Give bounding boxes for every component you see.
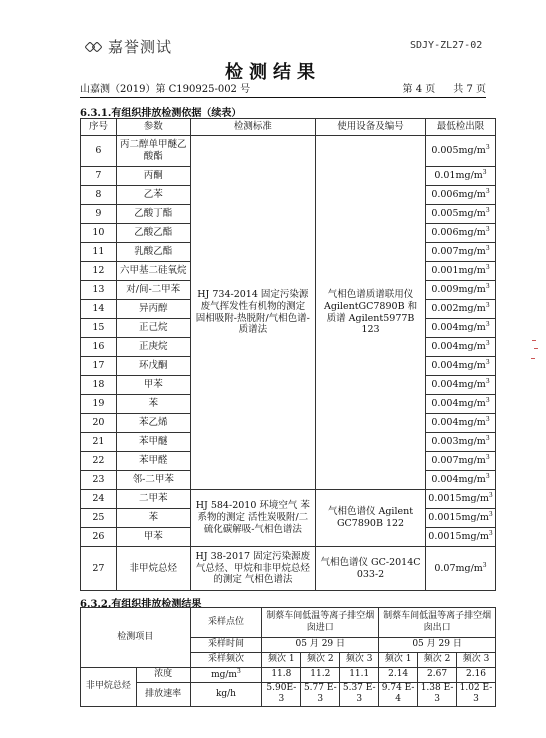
- unit-superscript: 3: [485, 302, 490, 310]
- value-cell: 5.90E-3: [262, 683, 301, 707]
- unit-superscript: 3: [482, 169, 487, 177]
- row-number: 25: [81, 509, 117, 528]
- column-header: 序号: [81, 119, 117, 136]
- detection-basis-table: [80, 118, 496, 591]
- time-label: 采样时间: [190, 638, 262, 653]
- limit-text: 0.004mg/m: [431, 341, 486, 353]
- value-cell: 9.74 E-4: [379, 683, 418, 707]
- param-name: 苯甲醛: [116, 452, 190, 471]
- row-number: 17: [81, 357, 117, 376]
- limit-text: 0.004mg/m: [431, 417, 486, 429]
- param-name: 甲苯: [116, 376, 190, 395]
- rate-label: 排放速率: [136, 683, 190, 707]
- limit-text: 0.001mg/m: [431, 265, 486, 277]
- limit-text: 0.004mg/m: [431, 398, 486, 410]
- page-number: 第 4 页: [402, 84, 436, 95]
- detection-limit: [425, 395, 495, 414]
- limit-text: 0.009mg/m: [431, 284, 486, 296]
- unit-superscript: 3: [236, 668, 241, 676]
- conc-unit: [190, 668, 262, 683]
- item-label: 检测项目: [81, 608, 191, 668]
- limit-text: 0.004mg/m: [431, 474, 486, 486]
- page-total: 共 7 页: [453, 84, 486, 95]
- row-number: 18: [81, 376, 117, 395]
- value-cell: 5.77 E-3: [301, 683, 340, 707]
- row-number: 15: [81, 319, 117, 338]
- unit-superscript: 3: [485, 264, 490, 272]
- param-name: 苯甲醚: [116, 433, 190, 452]
- row-number: 8: [81, 186, 117, 205]
- unit-superscript: 3: [485, 359, 490, 367]
- column-header: 使用设备及编号: [316, 119, 426, 136]
- param-name: 邻-二甲苯: [116, 471, 190, 490]
- detection-limit: [425, 300, 495, 319]
- detection-limit: [425, 243, 495, 262]
- limit-text: 0.006mg/m: [431, 189, 486, 201]
- row-number: 13: [81, 281, 117, 300]
- document-code: SDJY-ZL27-02: [410, 40, 483, 51]
- unit-superscript: 3: [485, 397, 490, 405]
- point-outlet: 制蔡车间低温等离子排空烟囱出口: [379, 608, 496, 638]
- value-cell: 2.16: [457, 668, 496, 683]
- standard-cell: HJ 38-2017 固定污染源废气总烃、甲烷和非甲烷总烃的测定 气相色谱法: [190, 547, 316, 591]
- detection-limit: [425, 205, 495, 224]
- standard-cell: HJ 584-2010 环境空气 苯系物的测定 活性炭吸附/二硫化碳解吸-气相色谱法: [190, 490, 316, 547]
- emission-results-table: [80, 607, 496, 707]
- limit-text: 0.07mg/m: [434, 563, 483, 575]
- equipment-cell: 气相色谱仪 Agilent GC7890B 122: [316, 490, 426, 547]
- table-row: [81, 668, 496, 683]
- value-cell: 1.38 E-3: [418, 683, 457, 707]
- conc-label: 浓度: [136, 668, 190, 683]
- unit-superscript: 3: [485, 435, 490, 443]
- row-number: 20: [81, 414, 117, 433]
- row-number: 26: [81, 528, 117, 547]
- margin-stamp-mark: [530, 336, 540, 366]
- detection-limit: [425, 509, 495, 528]
- unit-superscript: 3: [485, 226, 490, 234]
- logo-text: 嘉誉测试: [108, 38, 173, 56]
- company-logo: [86, 36, 172, 57]
- limit-text: 0.003mg/m: [431, 436, 486, 448]
- value-cell: 5.37 E-3: [340, 683, 379, 707]
- param-name: 丙酮: [116, 167, 190, 186]
- value-cell: 2.14: [379, 668, 418, 683]
- row-number: 16: [81, 338, 117, 357]
- value-cell: 1.02 E-3: [457, 683, 496, 707]
- table-row: [81, 136, 496, 167]
- freq-cell: 频次 2: [301, 653, 340, 668]
- row-number: 27: [81, 547, 117, 591]
- limit-text: 0.004mg/m: [431, 379, 486, 391]
- detection-limit: [425, 167, 495, 186]
- detection-limit: [425, 433, 495, 452]
- table-header-row: [81, 119, 496, 136]
- param-name: 非甲烷总烃: [81, 668, 137, 707]
- point-label: 采样点位: [190, 608, 262, 638]
- unit-superscript: 3: [488, 511, 493, 519]
- equipment-cell: 气相色谱仪 GC-2014C 033-2: [316, 547, 426, 591]
- report-subheader: [80, 80, 486, 98]
- logo-icon: [86, 38, 104, 56]
- unit-superscript: 3: [488, 492, 493, 500]
- point-inlet: 制蔡车间低温等离子排空烟囱进口: [262, 608, 379, 638]
- detection-limit: [425, 319, 495, 338]
- param-name: 环戊酮: [116, 357, 190, 376]
- section-heading-basis: 6.3.1.有组织排放检测依据（续表）: [80, 108, 242, 119]
- unit-superscript: 3: [485, 473, 490, 481]
- param-name: 苯乙烯: [116, 414, 190, 433]
- row-number: 24: [81, 490, 117, 509]
- page-title: 检测结果: [225, 62, 321, 83]
- detection-limit: [425, 136, 495, 167]
- param-name: 乙苯: [116, 186, 190, 205]
- param-name: 六甲基二硅氧烷: [116, 262, 190, 281]
- detection-limit: [425, 357, 495, 376]
- row-number: 14: [81, 300, 117, 319]
- detection-limit: [425, 471, 495, 490]
- param-name: 非甲烷总烃: [116, 547, 190, 591]
- limit-text: 0.004mg/m: [431, 322, 486, 334]
- param-name: 正庚烷: [116, 338, 190, 357]
- param-name: 乙酸乙酯: [116, 224, 190, 243]
- limit-text: 0.006mg/m: [431, 227, 486, 239]
- detection-limit: [425, 452, 495, 471]
- param-name: 丙二醇单甲醚乙酸酯: [116, 136, 190, 167]
- column-header: 检测标准: [190, 119, 316, 136]
- freq-cell: 频次 1: [262, 653, 301, 668]
- unit-superscript: 3: [485, 188, 490, 196]
- detection-limit: [425, 414, 495, 433]
- report-number: 山嘉测（2019）第 C190925-002 号: [80, 84, 251, 95]
- rate-unit: kg/h: [190, 683, 262, 707]
- freq-cell: 频次 1: [379, 653, 418, 668]
- standard-cell: HJ 734-2014 固定污染源废气挥发性有机物的测定 固相吸附-热脱附/气相色谱-质谱法: [190, 136, 316, 490]
- row-number: 7: [81, 167, 117, 186]
- limit-text: 0.0015mg/m: [428, 531, 489, 543]
- value-cell: 11.2: [301, 668, 340, 683]
- param-name: 苯: [116, 509, 190, 528]
- detection-limit: [425, 528, 495, 547]
- detection-limit: [425, 186, 495, 205]
- row-number: 22: [81, 452, 117, 471]
- detection-limit: [425, 338, 495, 357]
- table-row: [81, 608, 496, 638]
- detection-limit: [425, 376, 495, 395]
- row-number: 21: [81, 433, 117, 452]
- detection-limit: [425, 281, 495, 300]
- section-heading-results: 6.3.2.有组织排放检测结果: [80, 599, 202, 610]
- value-cell: 2.67: [418, 668, 457, 683]
- detection-limit: [425, 547, 495, 591]
- equipment-cell: 气相色谱质谱联用仪 AgilentGC7890B 和质谱 Agilent5977B 123: [316, 136, 426, 490]
- unit-superscript: 3: [488, 530, 493, 538]
- unit-superscript: 3: [485, 321, 490, 329]
- row-number: 19: [81, 395, 117, 414]
- unit-superscript: 3: [485, 207, 490, 215]
- param-name: 甲苯: [116, 528, 190, 547]
- detection-limit: [425, 490, 495, 509]
- limit-text: 0.005mg/m: [431, 208, 486, 220]
- param-name: 对/间-二甲苯: [116, 281, 190, 300]
- param-name: 苯: [116, 395, 190, 414]
- limit-text: 0.007mg/m: [431, 455, 486, 467]
- limit-text: 0.007mg/m: [431, 246, 486, 258]
- row-number: 6: [81, 136, 117, 167]
- param-name: 二甲苯: [116, 490, 190, 509]
- date-outlet: 05 月 29 日: [379, 638, 496, 653]
- table-row: [81, 490, 496, 509]
- limit-text: 0.005mg/m: [431, 145, 486, 157]
- freq-cell: 频次 3: [457, 653, 496, 668]
- unit-superscript: 3: [485, 283, 490, 291]
- unit-superscript: 3: [485, 454, 490, 462]
- date-inlet: 05 月 29 日: [262, 638, 379, 653]
- limit-text: 0.0015mg/m: [428, 512, 489, 524]
- row-number: 23: [81, 471, 117, 490]
- limit-text: 0.0015mg/m: [428, 493, 489, 505]
- row-number: 12: [81, 262, 117, 281]
- table-row: [81, 683, 496, 707]
- unit-superscript: 3: [485, 340, 490, 348]
- table-row: [81, 547, 496, 591]
- freq-cell: 频次 3: [340, 653, 379, 668]
- row-number: 9: [81, 205, 117, 224]
- row-number: 11: [81, 243, 117, 262]
- freq-cell: 频次 2: [418, 653, 457, 668]
- value-cell: 11.1: [340, 668, 379, 683]
- limit-text: 0.004mg/m: [431, 360, 486, 372]
- detection-limit: [425, 262, 495, 281]
- column-header: 最低检出限: [425, 119, 495, 136]
- param-name: 乙酸丁酯: [116, 205, 190, 224]
- param-name: 异丙醇: [116, 300, 190, 319]
- param-name: 乳酸乙酯: [116, 243, 190, 262]
- column-header: 参数: [116, 119, 190, 136]
- limit-text: 0.002mg/m: [431, 303, 486, 315]
- value-cell: 11.8: [262, 668, 301, 683]
- unit-superscript: 3: [485, 378, 490, 386]
- unit-superscript: 3: [485, 416, 490, 424]
- unit-superscript: 3: [485, 245, 490, 253]
- row-number: 10: [81, 224, 117, 243]
- limit-text: 0.01mg/m: [434, 170, 483, 182]
- param-name: 正己烷: [116, 319, 190, 338]
- freq-label: 采样频次: [190, 653, 262, 668]
- detection-limit: [425, 224, 495, 243]
- unit-superscript: 3: [485, 144, 490, 152]
- unit-superscript: 3: [482, 561, 487, 569]
- unit-text: mg/m: [211, 670, 237, 681]
